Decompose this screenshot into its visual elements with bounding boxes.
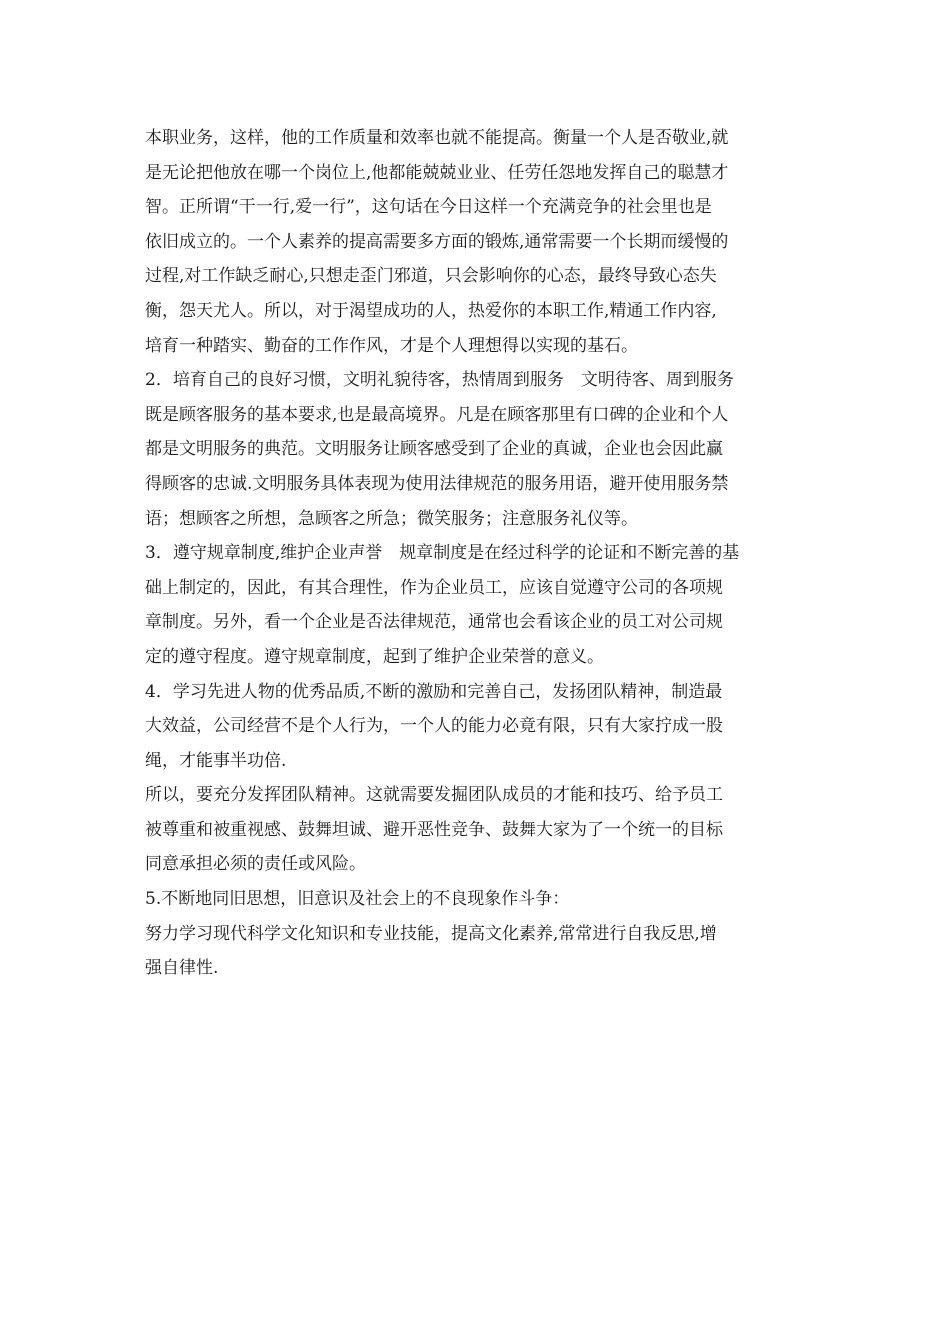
text-line: 都是文明服务的典范。文明服务让顾客感受到了企业的真诚，企业也会因此赢 xyxy=(145,439,723,460)
text-line: 既是顾客服务的基本要求,也是最高境界。凡是在顾客那里有口碑的企业和个人 xyxy=(145,404,729,425)
text-line: 本职业务，这样，他的工作质量和效率也就不能提高。衡量一个人是否敬业,就 xyxy=(145,128,729,148)
text-line: 绳，才能事半功倍. xyxy=(145,750,287,771)
text-line: 被尊重和被重视感、鼓舞坦诚、避开恶性竞争、鼓舞大家为了一个统一的目标 xyxy=(145,819,723,840)
text-line: 智。正所谓“干一行,爱一行”，这句话在今日这样一个充满竞争的社会里也是 xyxy=(145,197,712,218)
text-line: 定的遵守程度。遵守规章制度，起到了维护企业荣誉的意义。 xyxy=(145,646,604,667)
text-line: 培育一种踏实、勤奋的工作作风，才是个人理想得以实现的基石。 xyxy=(145,335,638,356)
text-line: 章制度。另外，看一个企业是否法律规范，通常也会看该企业的员工对公司规 xyxy=(145,612,723,633)
text-line: 强自律性. xyxy=(145,958,219,979)
text-line: 础上制定的，因此，有其合理性，作为企业员工，应该自觉遵守公司的各项规 xyxy=(145,577,723,598)
text-line: 衡，怨天尤人。所以，对于渴望成功的人，热爱你的本职工作,精通工作内容, xyxy=(145,300,717,321)
text-line: 努力学习现代科学文化知识和专业技能，提高文化素养,常常进行自我反思,增 xyxy=(145,923,717,944)
section-4-line: 4．学习先进人物的优秀品质,不断的激励和完善自己，发扬团队精神，制造最 xyxy=(145,681,723,702)
section-3-line: 3．遵守规章制度,维护企业声誉 规章制度是在经过科学的论证和不断完善的基 xyxy=(145,543,740,564)
text-line: 过程,对工作缺乏耐心,只想走歪门邪道，只会影响你的心态，最终导致心态失 xyxy=(145,266,717,287)
text-line: 大效益，公司经营不是个人行为，一个人的能力必竟有限，只有大家拧成一股 xyxy=(145,716,723,737)
document-body xyxy=(145,121,845,986)
section-2-line: 2．培育自己的良好习惯，文明礼貌待客，热情周到服务 文明待客、周到服务 xyxy=(145,370,734,391)
section-5-line: 5.不断地同旧思想，旧意识及社会上的不良现象作斗争： xyxy=(145,889,570,910)
text-line: 语；想顾客之所想，急顾客之所急；微笑服务；注意服务礼仪等。 xyxy=(145,508,638,529)
text-line: 依旧成立的。一个人素养的提高需要多方面的锻炼,通常需要一个长期而缓慢的 xyxy=(145,231,729,252)
text-line: 同意承担必须的责任或风险。 xyxy=(145,854,366,875)
text-line: 是无论把他放在哪一个岗位上,他都能兢兢业业、任劳任怨地发挥自己的聪慧才 xyxy=(145,162,729,183)
text-line: 得顾客的忠诚.文明服务具体表现为使用法律规范的服务用语，避开使用服务禁 xyxy=(145,473,729,494)
text-line: 所以，要充分发挥团队精神。这就需要发掘团队成员的才能和技巧、给予员工 xyxy=(145,785,723,806)
